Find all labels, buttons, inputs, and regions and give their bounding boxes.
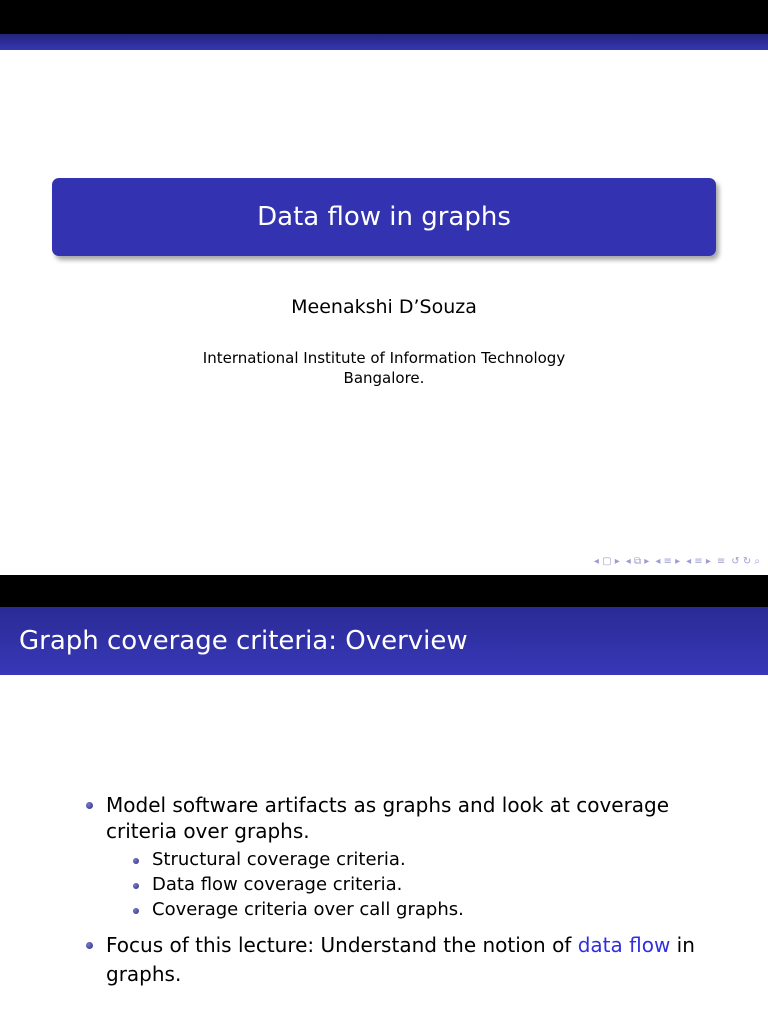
nav-frame-icon[interactable]: ◂ ⧉ ▸ — [625, 556, 650, 567]
sub-bullet-icon — [133, 883, 139, 889]
bullet-1-line-2: criteria over graphs. — [106, 819, 310, 843]
beamer-nav — [594, 556, 760, 567]
nav-align-icon[interactable]: ≡ — [716, 556, 726, 567]
nav-search-icon[interactable]: ↺ ↻ ⌕ — [731, 556, 760, 567]
bullet-2-prefix: Focus of this lecture: Understand the notion of — [106, 933, 578, 957]
bullet-icon — [86, 942, 93, 949]
slide-title: Data flow in graphs — [257, 202, 511, 232]
bullet-1-line-1: Model software artifacts as graphs and look at coverage — [106, 793, 670, 817]
bullet-icon — [86, 802, 93, 809]
slide-header-title: Graph coverage criteria: Overview — [19, 626, 468, 656]
overview-slide — [0, 575, 768, 1024]
bullet-2-line-1 — [106, 932, 695, 958]
author-name: Meenakshi D’Souza — [291, 296, 477, 318]
nav-subsection-icon[interactable]: ◂ ≡ ▸ — [655, 556, 681, 567]
nav-prev-icon[interactable]: ◂ ▢ ▸ — [593, 556, 620, 567]
data-flow-link[interactable]: data flow — [577, 933, 671, 957]
slide-header — [0, 607, 768, 675]
top-bar — [0, 575, 768, 607]
sub-bullet-icon — [133, 908, 139, 914]
top-bar — [0, 0, 768, 34]
bullet-2-line-2: graphs. — [106, 962, 182, 986]
bullet-2-suffix: in — [670, 933, 695, 957]
title-box — [52, 178, 716, 256]
sub-bullet-3: Coverage criteria over call graphs. — [152, 899, 464, 920]
sub-bullet-icon — [133, 858, 139, 864]
header-strip — [0, 34, 768, 50]
institution-line-1: International Institute of Information Technology — [202, 349, 566, 367]
sub-bullet-2: Data flow coverage criteria. — [152, 874, 403, 895]
sub-bullet-1: Structural coverage criteria. — [152, 849, 406, 870]
institution — [0, 348, 768, 388]
institution-line-2: Bangalore. — [343, 369, 425, 387]
nav-section-icon[interactable]: ◂ ≡ ▸ — [686, 556, 711, 567]
